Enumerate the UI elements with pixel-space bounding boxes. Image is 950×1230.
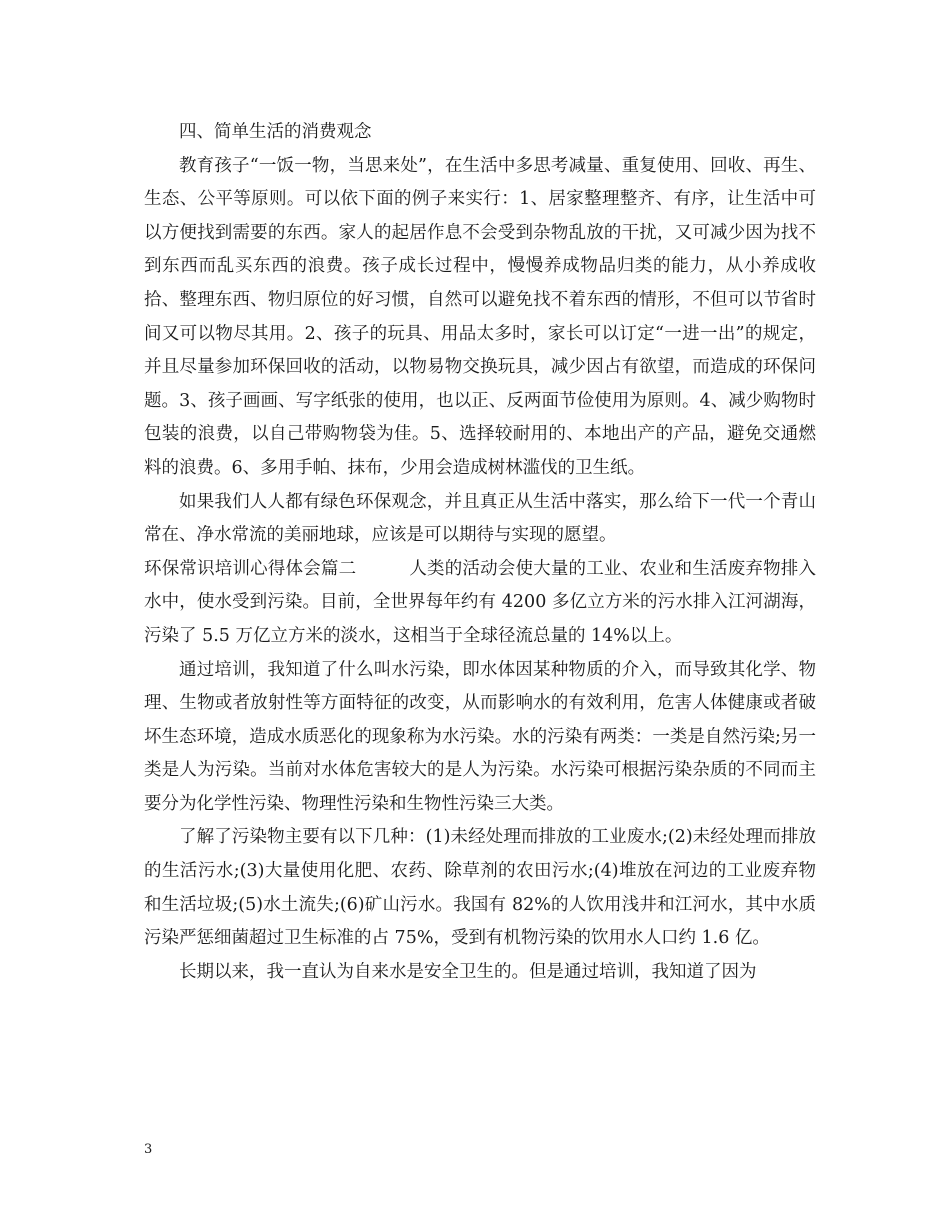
- body-paragraph: 长期以来，我一直认为自来水是安全卫生的。但是通过培训，我知道了因为: [179, 961, 757, 982]
- body-paragraph: 如果我们人人都有绿色环保观念，并且真正从生活中落实，那么给下一代一个青山常在、净水常流的美丽地球，应该是可以期待与实现的愿望。: [144, 491, 816, 546]
- section-heading: 四、简单生活的消费观念: [179, 122, 372, 142]
- body-paragraph: 教育孩子“一饭一物，当思来处”，在生活中多思考减量、重复使用、回收、再生、生态、公平等原则。可以依下面的例子来实行：1、居家整理整齐、有序，让生活中可以方便找到需要的东西。家人的起居作息不会受到杂物乱放的干扰，又可减少因为找不到东西而乱买东西的浪费。孩子成长过程中，慢慢养成物品归类的能力，从小养成收拾、整理东西、物归原位的好习惯，自然可以避免找不着东西的情形，不但可以节省时间又可以物尽其用。2、孩子的玩具、用品太多时，家长可以订定“一进一出”的规定，并且尽量参加环保回收的活动，以物易物交换玩具，减少因占有欲望，而造成的环保问题。3、孩子画画、写字纸张的使用，也以正、反两面节俭使用为原则。4、减少购物时包装的浪费，以自己带购物袋为佳。5、选择较耐用的、本地出产的产品，避免交通燃料的浪费。6、多用手帕、抹布，少用会造成树林滥伐的卫生纸。: [144, 155, 816, 478]
- page-number: 3: [144, 1142, 153, 1157]
- article-title-paragraph: 环保常识培训心得体会篇二 人类的活动会使大量的工业、农业和生活废弃物排入水中，使水受到污染。目前，全世界每年约有 4200 多亿立方米的污水排入江河湖海，污染了 5.5 万亿立方米的淡水，这相当于全球径流总量的 14%以上。: [144, 558, 816, 646]
- body-paragraph: 了解了污染物主要有以下几种：(1)未经处理而排放的工业废水;(2)未经处理而排放的生活污水;(3)大量使用化肥、农药、除草剂的农田污水;(4)堆放在河边的工业废弃物和生活垃圾;(5)水土流失;(6)矿山污水。我国有 82%的人饮用浅井和江河水，其中水质污染严惩细菌超过卫生标准的占 75%，受到有机物污染的饮用水人口约 1.6 亿。: [144, 827, 816, 949]
- document-body: [144, 116, 816, 989]
- body-paragraph: 通过培训，我知道了什么叫水污染，即水体因某种物质的介入，而导致其化学、物理、生物或者放射性等方面特征的改变，从而影响水的有效利用，危害人体健康或者破坏生态环境，造成水质恶化的现象称为水污染。水的污染有两类：一类是自然污染;另一类是人为污染。当前对水体危害较大的是人为污染。水污染可根据污染杂质的不同而主要分为化学性污染、物理性污染和生物性污染三大类。: [144, 659, 816, 814]
